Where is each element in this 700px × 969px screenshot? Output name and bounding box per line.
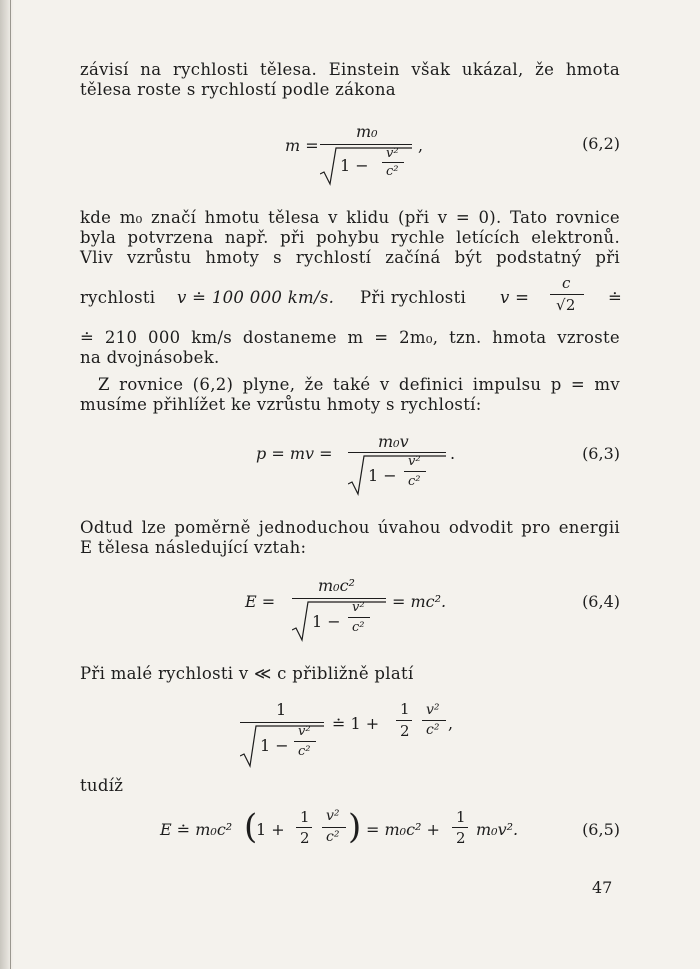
half-fraction-bar [296, 827, 312, 828]
text-line: tudíž [80, 776, 124, 795]
sqrt-sign-icon [348, 454, 448, 496]
inner-fraction-bar [294, 741, 316, 742]
text-fragment: v = [500, 288, 530, 307]
equation-approx [80, 700, 620, 770]
frac-c2: c² [426, 722, 440, 738]
root-v2: v² [408, 454, 421, 469]
paren-left: ( [244, 807, 258, 847]
equation-label: (6,4) [582, 592, 620, 611]
text-fragment: Při rychlosti [360, 288, 467, 307]
frac-c2: c² [326, 829, 340, 845]
equation-6-5 [80, 808, 620, 868]
root-c2: c² [352, 620, 365, 635]
half2-fraction-bar [452, 827, 468, 828]
paragraph-4 [80, 518, 620, 558]
text-line: byla potvrzena např. při pohybu rychle letících elektronů. [80, 228, 620, 247]
half2-den: 2 [456, 829, 466, 847]
paragraph-6 [80, 776, 620, 796]
eq-numerator: m₀v [378, 432, 409, 451]
fraction-bar [292, 598, 386, 599]
fraction-bar [320, 144, 412, 145]
equation-6-3 [80, 432, 620, 492]
text-fragment: rychlosti [80, 288, 156, 307]
equation-6-4 [80, 576, 620, 636]
page-number: 47 [592, 878, 613, 897]
fraction-bar [240, 722, 324, 723]
paragraph-2 [80, 208, 620, 268]
inline-fraction-bar [550, 294, 584, 295]
frac-v2: v² [426, 702, 440, 718]
text-line: závisí na rychlosti tělesa. Einstein však ukázal, že hmota [80, 60, 620, 79]
eq-lhs: E = [245, 592, 276, 611]
eq-tail: , [448, 714, 454, 733]
v2c2-fraction-bar [422, 720, 446, 721]
root-term: 1 − [260, 736, 289, 755]
text-line: E tělesa následující vztah: [80, 538, 307, 557]
inner-fraction-bar [404, 471, 426, 472]
eq-numerator: m₀c² [318, 576, 355, 595]
inner-fraction-bar [348, 617, 370, 618]
text-line: ≐ 210 000 km/s dostaneme m = 2m₀, tzn. hmota vzroste [80, 328, 620, 347]
frac-v2: v² [326, 808, 340, 824]
eq-tail: , [418, 136, 424, 155]
text-line: kde m₀ značí hmotu tělesa v klidu (při v = 0). Tato rovnice [80, 208, 620, 227]
text-line: Odtud lze poměrně jednoduchou úvahou odvodit pro energii [80, 518, 620, 537]
root-term: 1 − [368, 466, 397, 485]
eq-tail: . [450, 444, 456, 463]
text-line: na dvojnásobek. [80, 348, 220, 367]
paragraph-2-cont [80, 328, 620, 368]
paren-right: ) [348, 807, 362, 847]
text-line: Při malé rychlosti v ≪ c přibližně platí [80, 664, 414, 683]
eq-lhs: p = mv = [256, 444, 333, 463]
paragraph-5 [80, 664, 620, 684]
text-fragment: v ≐ 100 000 km/s. [177, 288, 335, 307]
eq-end: m₀v². [476, 820, 519, 839]
half-den: 2 [300, 829, 310, 847]
gutter-edge [10, 0, 11, 969]
inline-frac-den: √2 [556, 296, 576, 314]
text-line: Z rovnice (6,2) plyne, že také v definici impulsu p = mv [98, 375, 620, 394]
root-v2: v² [298, 724, 311, 739]
text-line: tělesa roste s rychlostí podle zákona [80, 80, 396, 99]
eq-numerator: 1 [276, 700, 287, 719]
root-c2: c² [408, 474, 421, 489]
root-term: 1 − [340, 156, 369, 175]
eq-rhs: = mc². [392, 592, 447, 611]
half-fraction-bar [396, 720, 412, 721]
equation-label: (6,2) [582, 134, 620, 153]
root-v2: v² [386, 146, 399, 161]
one-plus: 1 + [256, 820, 285, 839]
page-gutter [0, 0, 14, 969]
root-term: 1 − [312, 612, 341, 631]
inner-fraction-bar [382, 162, 404, 163]
half-den: 2 [400, 722, 410, 740]
equation-label: (6,3) [582, 444, 620, 463]
paragraph-1 [80, 60, 620, 100]
text-line-inline-fraction [80, 274, 623, 332]
half2-num: 1 [456, 808, 466, 826]
inline-frac-num: c [562, 274, 571, 292]
root-v2: v² [352, 600, 365, 615]
eq-numerator: m₀ [356, 122, 378, 141]
v2c2-fraction-bar [322, 827, 346, 828]
text-fragment: ≐ [608, 288, 623, 307]
eq-mid: = m₀c² + [366, 820, 440, 839]
half-num: 1 [300, 808, 310, 826]
eq-lhs: m = [285, 136, 319, 155]
root-c2: c² [386, 164, 399, 179]
approx-rhs: ≐ 1 + [332, 714, 380, 733]
root-c2: c² [298, 744, 311, 759]
fraction-bar [348, 452, 446, 453]
text-line: Vliv vzrůstu hmoty s rychlostí začíná být podstatný při [80, 248, 620, 267]
equation-label: (6,5) [582, 820, 620, 839]
equation-6-2 [80, 122, 620, 182]
text-line: musíme přihlížet ke vzrůstu hmoty s rychlostí: [80, 395, 482, 414]
half-num: 1 [400, 700, 410, 718]
eq-lhs: E ≐ m₀c² [160, 820, 233, 839]
paragraph-3 [80, 375, 620, 415]
